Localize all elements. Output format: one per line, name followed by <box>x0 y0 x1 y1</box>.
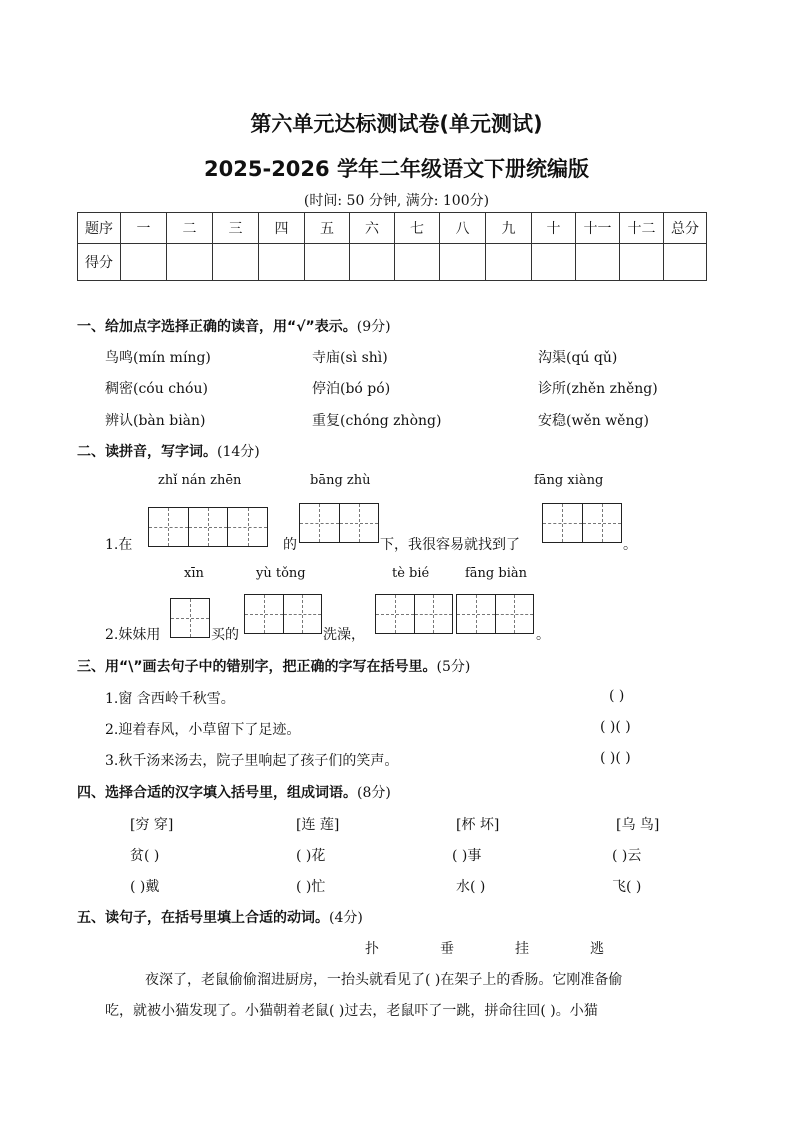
s2-line2-text: 洗澡， <box>323 627 365 643</box>
section-3-title <box>77 656 470 676</box>
s1-item[interactable]: 稠密(cóu chóu) <box>105 381 208 397</box>
s5-word: 挂 <box>515 941 529 957</box>
s3-answer-1[interactable]: ( ) <box>609 688 625 704</box>
s1-item[interactable]: 诊所(zhěn zhěng) <box>538 381 658 397</box>
score-cell[interactable] <box>532 244 576 281</box>
s3-question-1: 1.窗 含西岭千秋雪。 <box>105 691 235 707</box>
section-3-heading: 三、用“\”画去句子中的错别字，把正确的字写在括号里。 <box>77 659 437 675</box>
s1-item[interactable]: 辨认(bàn biàn) <box>105 413 206 429</box>
header-cell: 四 <box>259 213 305 244</box>
section-3-points: (5分) <box>436 659 471 675</box>
s1-item[interactable]: 沟渠(qú qǔ) <box>538 350 618 366</box>
s3-answer-3[interactable]: ( )( ) <box>600 750 631 766</box>
s4-blank[interactable]: 贫( ) <box>130 848 160 864</box>
score-table-header-row <box>78 213 707 244</box>
score-cell[interactable] <box>440 244 486 281</box>
tian-grid-tebie[interactable] <box>375 594 453 634</box>
score-cell[interactable] <box>395 244 440 281</box>
score-cell[interactable] <box>121 244 167 281</box>
s2-line2-text: 买的 <box>211 627 239 643</box>
section-4-heading: 四、选择合适的汉字填入括号里，组成词语。 <box>77 785 357 801</box>
s3-answer-2[interactable]: ( )( ) <box>600 719 631 735</box>
s2-line1-text: 。 <box>623 537 637 553</box>
pinyin-label: fāng xiàng <box>534 473 604 488</box>
header-cell: 十二 <box>620 213 664 244</box>
s4-blank[interactable]: ( )花 <box>296 848 326 864</box>
s2-line1-text: 下，我很容易就找到了 <box>380 537 520 553</box>
header-cell: 总分 <box>664 213 707 244</box>
pinyin-label: tè bié <box>392 566 430 581</box>
score-table-score-row <box>78 244 707 281</box>
s1-item[interactable]: 停泊(bó pó) <box>312 381 391 397</box>
pinyin-label: bāng zhù <box>310 473 371 488</box>
s4-char-group: [杯 坏] <box>456 817 500 833</box>
tian-grid-yutong[interactable] <box>244 594 322 634</box>
header-cell: 八 <box>440 213 486 244</box>
section-5-heading: 五、读句子，在括号里填上合适的动词。 <box>77 910 329 926</box>
score-cell[interactable] <box>259 244 305 281</box>
header-cell: 五 <box>305 213 350 244</box>
s4-blank[interactable]: 水( ) <box>456 879 486 895</box>
header-cell: 十一 <box>576 213 620 244</box>
score-cell[interactable] <box>664 244 707 281</box>
section-4-title <box>77 782 391 802</box>
s4-blank[interactable]: 飞( ) <box>612 879 642 895</box>
s2-line1-text: 1.在 <box>105 537 133 553</box>
section-2-title <box>77 441 260 461</box>
score-cell[interactable] <box>213 244 259 281</box>
s4-blank[interactable]: ( )事 <box>452 848 482 864</box>
score-cell[interactable] <box>486 244 532 281</box>
s1-item[interactable]: 鸟鸣(mín míng) <box>105 350 211 366</box>
s2-line2-text: 。 <box>536 627 550 643</box>
s4-blank[interactable]: ( )云 <box>612 848 642 864</box>
pinyin-label: xīn <box>184 566 204 581</box>
doc-title-1: 第六单元达标测试卷(单元测试) <box>250 112 543 136</box>
tian-grid-zhinanzhen[interactable] <box>148 507 268 547</box>
section-4-points: (8分) <box>357 785 391 801</box>
score-cell[interactable] <box>305 244 350 281</box>
s2-line1-text: 的 <box>283 537 297 553</box>
s2-line2-text: 2.妹妹用 <box>105 627 161 643</box>
tian-grid-fangbian[interactable] <box>456 594 534 634</box>
header-cell: 十 <box>532 213 576 244</box>
s5-word: 扑 <box>365 941 379 957</box>
section-1-title <box>77 316 391 336</box>
s5-word: 垂 <box>440 941 454 957</box>
header-cell: 一 <box>121 213 167 244</box>
score-cell[interactable] <box>576 244 620 281</box>
section-1-points: (9分) <box>356 319 391 335</box>
doc-subtitle: (时间: 50 分钟, 满分: 100分) <box>303 193 490 209</box>
s4-char-group: [连 莲] <box>296 817 340 833</box>
score-cell[interactable] <box>620 244 664 281</box>
section-2-heading: 二、读拼音，写字词。 <box>77 444 217 460</box>
s1-item[interactable]: 安稳(wěn wěng) <box>538 413 649 429</box>
s1-item[interactable]: 重复(chóng zhòng) <box>312 413 442 429</box>
s4-char-group: [穷 穿] <box>130 817 174 833</box>
s5-paragraph-line-2: 吃，就被小猫发现了。小猫朝着老鼠( )过去，老鼠吓了一跳，拼命往回( )。小猫 <box>105 1003 598 1019</box>
tian-grid-bangzhu[interactable] <box>299 503 379 543</box>
s4-char-group: [乌 鸟] <box>616 817 660 833</box>
s5-word: 逃 <box>590 941 604 957</box>
header-cell: 题序 <box>78 213 121 244</box>
doc-title-2: 2025-2026 学年二年级语文下册统编版 <box>204 157 589 181</box>
tian-grid-fangxiang[interactable] <box>542 503 622 543</box>
s3-question-2: 2.迎着春风，小草留下了足迹。 <box>105 722 301 738</box>
score-table <box>77 212 707 281</box>
tian-grid-xin[interactable] <box>170 598 210 638</box>
section-5-title <box>77 907 363 927</box>
header-cell: 七 <box>395 213 440 244</box>
s1-item[interactable]: 寺庙(sì shì) <box>312 350 388 366</box>
row-label: 得分 <box>78 244 121 281</box>
section-5-points: (4分) <box>329 910 363 926</box>
score-cell[interactable] <box>350 244 395 281</box>
s4-blank[interactable]: ( )戴 <box>130 879 160 895</box>
pinyin-label: zhǐ nán zhēn <box>158 473 242 488</box>
s4-blank[interactable]: ( )忙 <box>296 879 326 895</box>
section-2-points: (14分) <box>217 444 260 460</box>
score-cell[interactable] <box>167 244 213 281</box>
s5-paragraph-line-1: 夜深了，老鼠偷偷溜进厨房，一抬头就看见了( )在架子上的香肠。它刚准备偷 <box>145 972 623 988</box>
header-cell: 三 <box>213 213 259 244</box>
pinyin-label: fāng biàn <box>465 566 527 581</box>
header-cell: 九 <box>486 213 532 244</box>
header-cell: 二 <box>167 213 213 244</box>
s3-question-3: 3.秋千汤来汤去，院子里响起了孩子们的笑声。 <box>105 753 399 769</box>
section-1-heading: 一、给加点字选择正确的读音，用“√”表示。 <box>77 319 357 335</box>
header-cell: 六 <box>350 213 395 244</box>
pinyin-label: yù tǒng <box>256 566 306 581</box>
